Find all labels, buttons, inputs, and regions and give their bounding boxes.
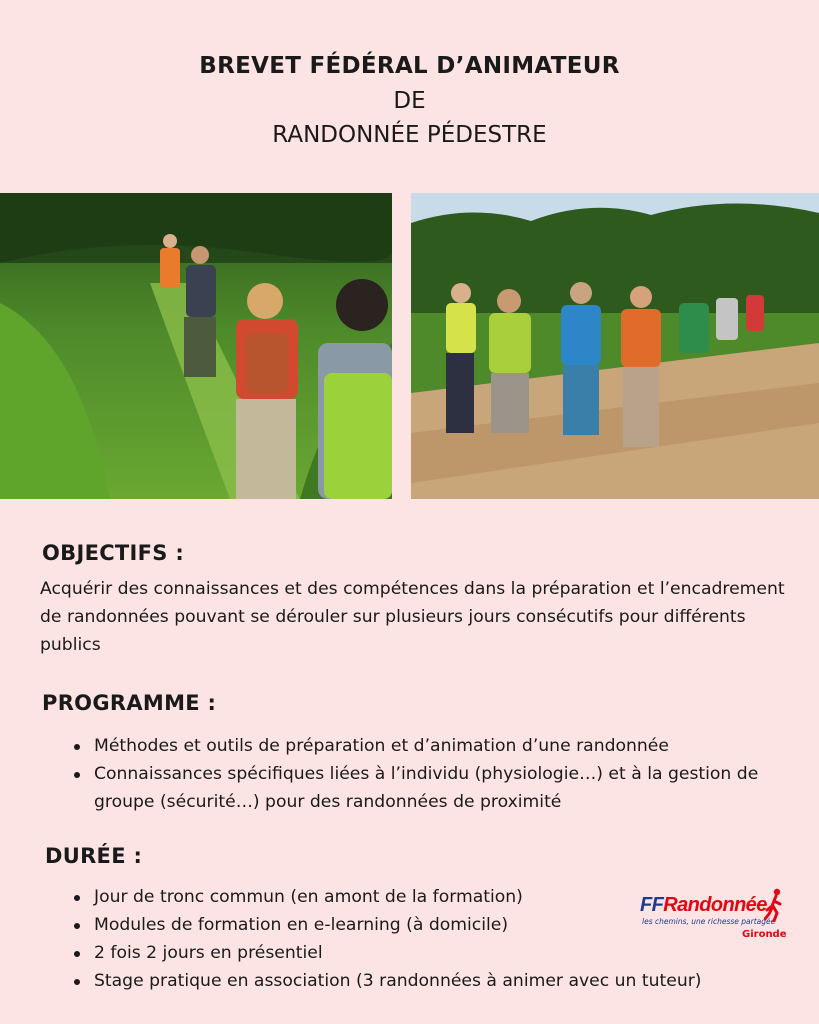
duree-heading: DURÉE : [45, 844, 143, 868]
list-item: Connaissances spécifiques liées à l’individu (physiologie…) et à la gestion de groupe (sécurité…) pour des randonnées de proximité [60, 760, 810, 816]
title-line-3: RANDONNÉE PÉDESTRE [272, 122, 547, 148]
logo-region: Gironde [742, 929, 787, 940]
objectifs-text: Acquérir des connaissances et des compétences dans la préparation et l’encadrement de randonnées pouvant se dérouler sur plusieurs jours consécutifs pour différents publics [40, 579, 785, 655]
list-item: Méthodes et outils de préparation et d’animation d’une randonnée [60, 732, 810, 760]
logo-wordmark: FFRandonnée [640, 894, 767, 916]
list-item: Jour de tronc commun (en amont de la formation) [60, 883, 810, 911]
programme-heading: PROGRAMME : [42, 691, 217, 715]
ffrandonnee-gironde-logo [638, 888, 788, 944]
programme-list [60, 732, 810, 816]
hikers-photo-right [411, 193, 819, 499]
walker-icon [764, 888, 786, 922]
logo-tagline: les chemins, une richesse partagée [642, 917, 776, 926]
page-title [0, 48, 819, 152]
list-item: 2 fois 2 jours en présentiel [60, 939, 810, 967]
objectifs-heading: OBJECTIFS : [42, 541, 185, 565]
list-item: Stage pratique en association (3 randonnées à animer avec un tuteur) [60, 967, 810, 995]
title-line-2: DE [393, 88, 426, 114]
list-item: Modules de formation en e-learning (à domicile) [60, 911, 810, 939]
hikers-photo-left [0, 193, 392, 499]
title-line-1: BREVET FÉDÉRAL D’ANIMATEUR [199, 53, 620, 79]
